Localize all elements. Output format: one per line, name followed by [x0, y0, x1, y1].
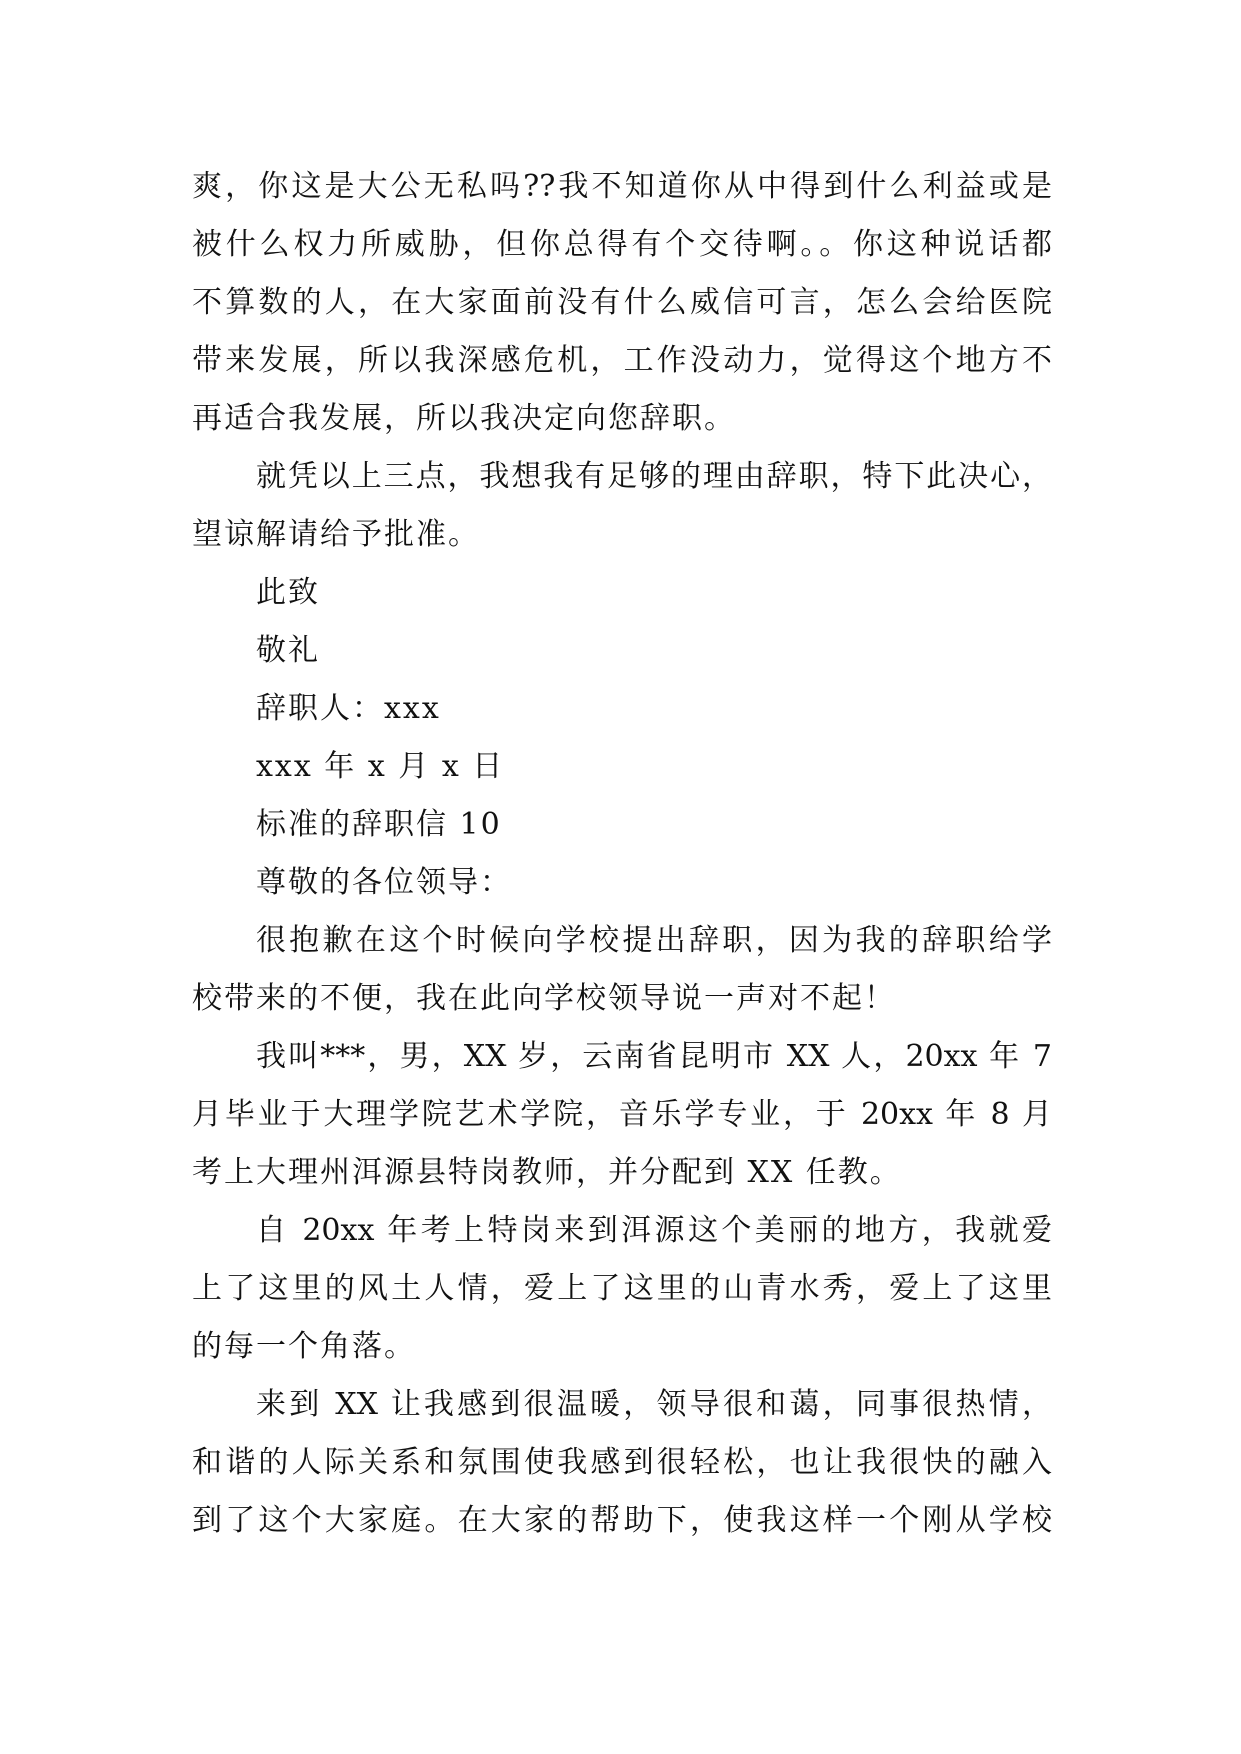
text-line: 校带来的不便，我在此向学校领导说一声对不起！ [192, 981, 896, 1016]
paragraph-first-line: 就凭以上三点，我想我有足够的理由辞职，特下此决心， [256, 459, 1052, 494]
text-line: 被什么权力所威胁，但你总得有个交待啊。。你这种说话都 [192, 227, 1052, 262]
section-title: 标准的辞职信 10 [256, 807, 502, 842]
text-line: 望谅解请给予批准。 [192, 517, 480, 552]
text-line: 再适合我发展，所以我决定向您辞职。 [192, 401, 736, 436]
text-line: 月毕业于大理学院艺术学院，音乐学专业，于 20xx 年 8 月 [192, 1097, 1052, 1132]
closing-salute: 敬礼 [256, 633, 320, 668]
text-line: 不算数的人，在大家面前没有什么威信可言，怎么会给医院 [192, 285, 1052, 320]
text-line: 和谐的人际关系和氛围使我感到很轻松，也让我很快的融入 [192, 1445, 1052, 1480]
text-line: 考上大理州洱源县特岗教师，并分配到 XX 任教。 [192, 1155, 902, 1190]
text-line: 上了这里的风土人情，爱上了这里的山青水秀，爱上了这里 [192, 1271, 1052, 1306]
text-line: 到了这个大家庭。在大家的帮助下，使我这样一个刚从学校 [192, 1503, 1052, 1538]
signature-line: 辞职人：xxx [256, 691, 441, 726]
text-line: 爽，你这是大公无私吗??我不知道你从中得到什么利益或是 [192, 169, 1052, 204]
paragraph-first-line: 我叫***，男，XX 岁，云南省昆明市 XX 人，20xx 年 7 [256, 1039, 1052, 1074]
paragraph-first-line: 来到 XX 让我感到很温暖，领导很和蔼，同事很热情， [256, 1387, 1052, 1422]
document-page [192, 158, 1052, 1550]
closing-greeting: 此致 [256, 575, 320, 610]
text-line: 带来发展，所以我深感危机，工作没动力，觉得这个地方不 [192, 343, 1052, 378]
paragraph-first-line: 很抱歉在这个时候向学校提出辞职，因为我的辞职给学 [256, 923, 1052, 958]
text-line: 的每一个角落。 [192, 1329, 416, 1364]
salutation: 尊敬的各位领导： [256, 865, 512, 900]
paragraph-first-line: 自 20xx 年考上特岗来到洱源这个美丽的地方，我就爱 [256, 1213, 1052, 1248]
date-line: xxx 年 x 月 x 日 [256, 749, 505, 784]
